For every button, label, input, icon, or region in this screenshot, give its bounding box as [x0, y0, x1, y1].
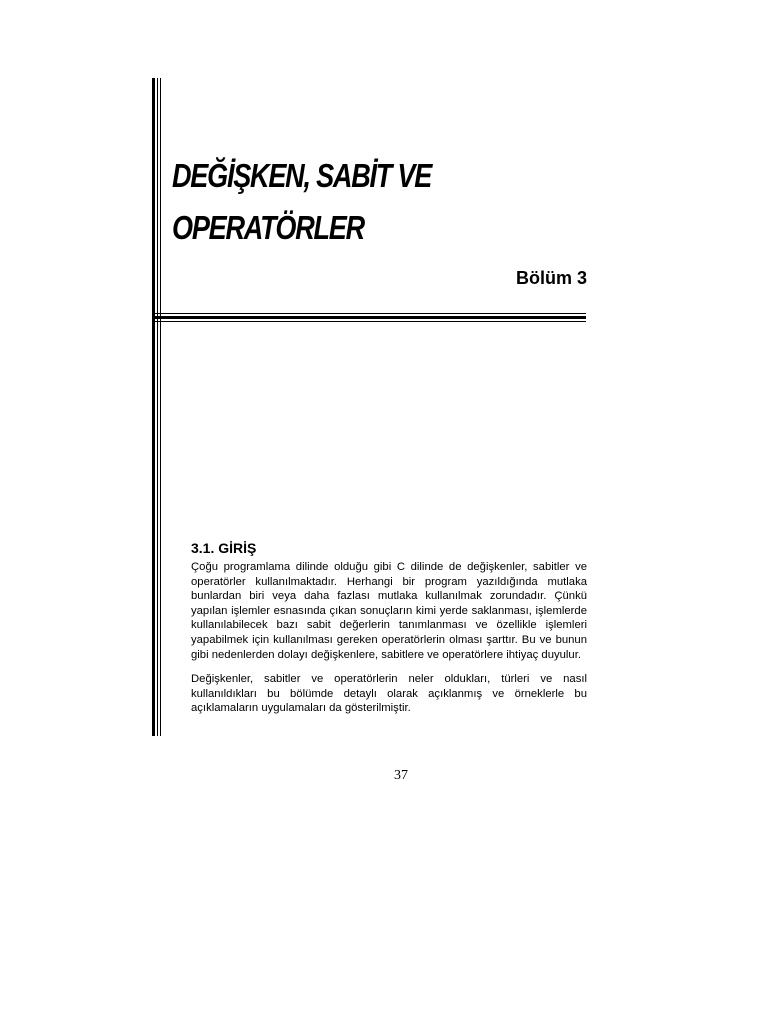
paragraph: Değişkenler, sabitler ve operatörlerin neler oldukları, türleri ve nasıl kullanıldıkları bu bölümde detaylı olarak açıklanmış ve örneklerle bu açıklamaların uygulamaları da gösterilmiştir. [191, 673, 587, 715]
chapter-title-line-1: DEĞİŞKEN, SABİT VE [172, 157, 432, 194]
section-intro [191, 540, 587, 726]
vertical-rule-thin [160, 78, 161, 736]
horizontal-rule-thin [152, 321, 586, 322]
horizontal-rule-thin [152, 313, 586, 314]
chapter-title-line-2: OPERATÖRLER [172, 209, 364, 246]
chapter-title [172, 150, 516, 254]
section-heading: 3.1. GİRİŞ [191, 540, 257, 556]
page-number: 37 [394, 768, 408, 783]
chapter-label: Bölüm 3 [515, 268, 587, 288]
vertical-rule-thin [157, 78, 158, 736]
horizontal-rule-thick [152, 316, 586, 319]
paragraph: Çoğu programlama dilinde olduğu gibi C dilinde de değişkenler, sabitler ve operatörler kullanılmaktadır. Herhangi bir program yazıldığında mutlaka bunlardan biri veya daha fazlası mutlaka kullanılmak zorundadır. Çünkü yapılan işlemler esnasında çıkan sonuçların kimi yerde saklanması, işlemlerde kullanılabilecek bazı sabit değerlerin tanımlanması ve özellikle işlemleri yapabilmek için kullanılması gereken operatörlerin olması şarttır. Bu ve bunun gibi nedenlerden dolayı değişkenlere, sabitlere ve operatörlere ihtiyaç duyulur. [191, 561, 587, 661]
vertical-rule-thick [152, 78, 155, 736]
